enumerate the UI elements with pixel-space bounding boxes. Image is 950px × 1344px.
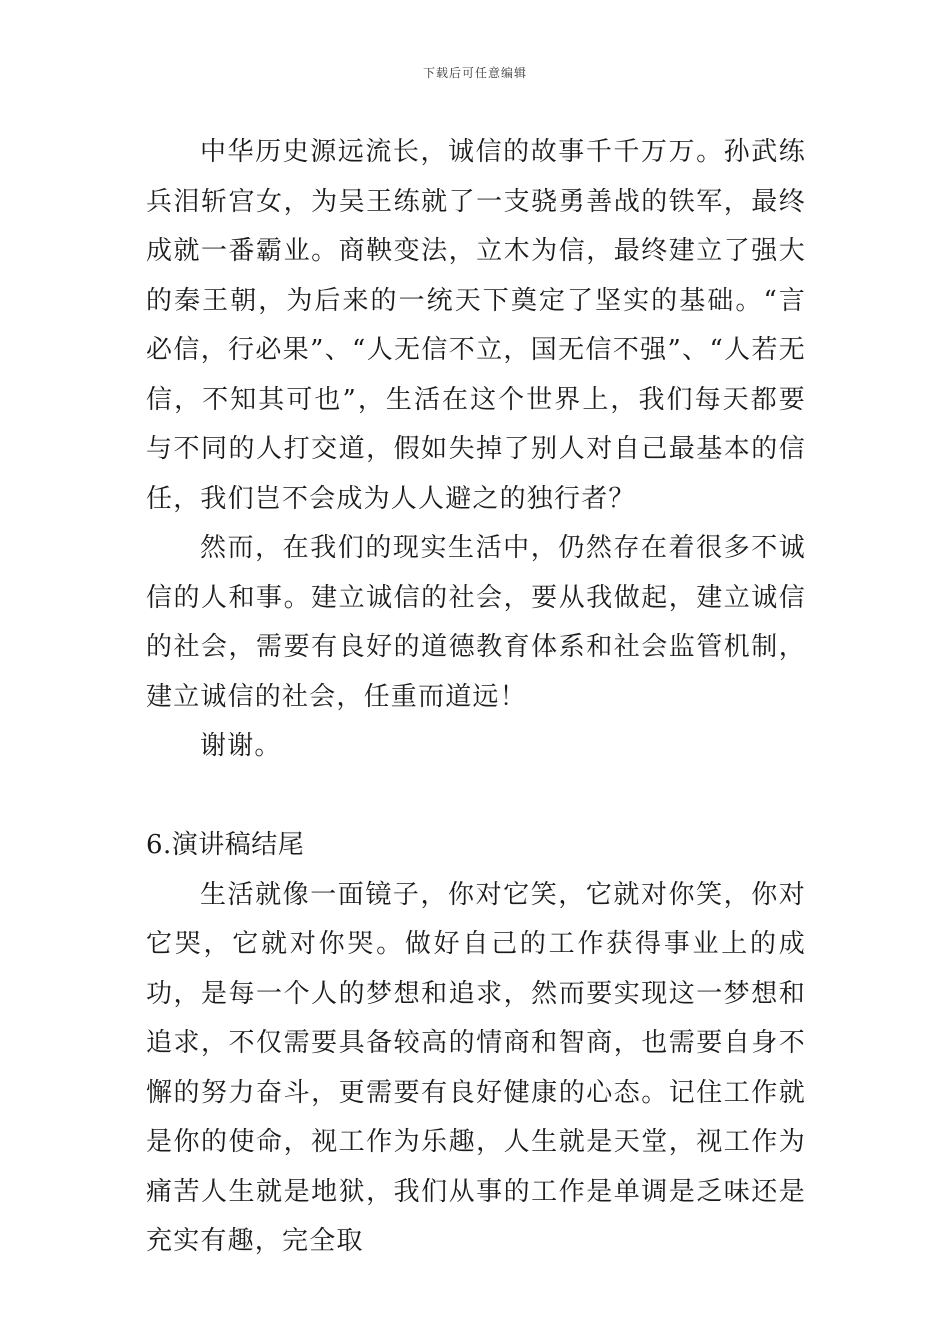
paragraph-thanks: 谢谢。 [200,731,282,761]
paragraph-spacer [146,772,806,822]
header-note: 下载后可任意编辑 [422,66,527,80]
paragraph-speech-ending: 生活就像一面镜子，你对它笑，它就对你笑，你对它哭，它就对你哭。做好自己的工作获得事业上的成功，是每一个人的梦想和追求，然而要实现这一梦想和追求，不仅需要具备较高的情商和智商，也需要自身不懈的努力奋斗，更需要有良好健康的心态。记住工作就是你的使命，视工作为乐趣，人生就是天堂，视工作为痛苦人生就是地狱，我们从事的工作是单调是乏味还是充实有趣，完全取 [146,879,806,1256]
section-heading: 6.演讲稿结尾 [146,830,305,860]
document-body [146,128,806,1267]
paragraph-reality: 然而，在我们的现实生活中，仍然存在着很多不诚信的人和事。建立诚信的社会，要从我做起，建立诚信的社会，需要有良好的道德教育体系和社会监管机制，建立诚信的社会，任重而道远！ [146,533,806,712]
paragraph-history: 中华历史源远流长，诚信的故事千千万万。孙武练兵泪斩宫女，为吴王练就了一支骁勇善战的铁军，最终成就一番霸业。商鞅变法，立木为信，最终建立了强大的秦王朝，为后来的一统天下奠定了坚实的基础。“言必信，行必果”、“人无信不立，国无信不强”、“人若无信，不知其可也”，生活在这个世界上，我们每天都要与不同的人打交道，假如失掉了别人对自己最基本的信任，我们岂不会成为人人避之的独行者？ [146,137,806,514]
